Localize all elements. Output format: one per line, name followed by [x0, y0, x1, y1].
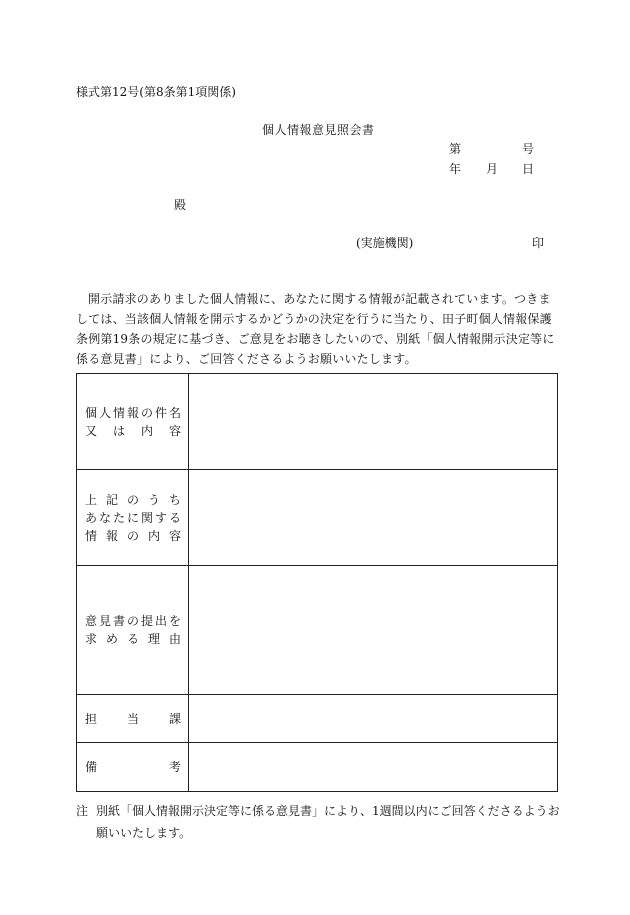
table-row	[77, 374, 558, 470]
label-line: 上 記 の う ち	[85, 492, 181, 507]
label-line: 担 当 課	[85, 711, 181, 726]
label-line: 情 報 の 内 容	[85, 528, 181, 543]
row-label-department	[77, 695, 189, 743]
row-label-personal-info-subject	[77, 374, 189, 470]
remarks-field[interactable]	[189, 743, 558, 792]
date-month-label: 月	[486, 162, 499, 176]
inquiry-form-table	[76, 373, 558, 792]
label-line: 又 は 内 容	[85, 423, 181, 438]
label-line: 備 考	[85, 760, 181, 774]
row-label-remarks	[77, 743, 189, 792]
form-number-label: 様式第12号(第8条第1項関係)	[76, 85, 236, 99]
label-line: 求 め る 理 由	[85, 632, 181, 646]
table-row	[77, 470, 558, 566]
date-year-label: 年	[449, 162, 462, 176]
opinion-reason-field[interactable]	[189, 566, 558, 695]
info-about-you-field[interactable]	[189, 470, 558, 566]
table-row	[77, 695, 558, 743]
department-field[interactable]	[189, 695, 558, 743]
label-line: あなたに関する	[85, 510, 181, 525]
note-mark: 注	[76, 804, 89, 818]
document-number-prefix: 第	[449, 142, 462, 156]
request-notice-paragraph: 開示請求のありました個人情報に、あなたに関する情報が記載されています。つきましては、当該個人情報を開示するかどうかの決定を行うに当たり、田子町個人情報保護条例第19条の規定に基づき、ご意見をお聴きしたいので、別紙「個人情報開示決定等に係る意見書」により、ご回答くださるようお願いいたします。	[76, 292, 555, 366]
seal-mark: 印	[532, 236, 545, 250]
document-number-suffix: 号	[522, 142, 535, 156]
date-day-label: 日	[522, 162, 535, 176]
table-row	[77, 566, 558, 695]
implementing-agency-label: (実施機関)	[356, 236, 414, 250]
note-text: 別紙「個人情報開示決定等に係る意見書」により、1週間以内にご回答くださるようお願いいたします。	[96, 804, 560, 840]
label-line: 意見書の提出を	[85, 614, 181, 628]
label-line: 個人情報の件名	[85, 405, 181, 420]
personal-info-subject-field[interactable]	[189, 374, 558, 470]
document-title: 個人情報意見照会書	[262, 123, 375, 137]
row-label-info-about-you	[77, 470, 189, 566]
footnote	[76, 800, 560, 844]
row-label-opinion-reason	[77, 566, 189, 695]
table-row	[77, 743, 558, 792]
addressee-honorific: 殿	[174, 198, 187, 212]
